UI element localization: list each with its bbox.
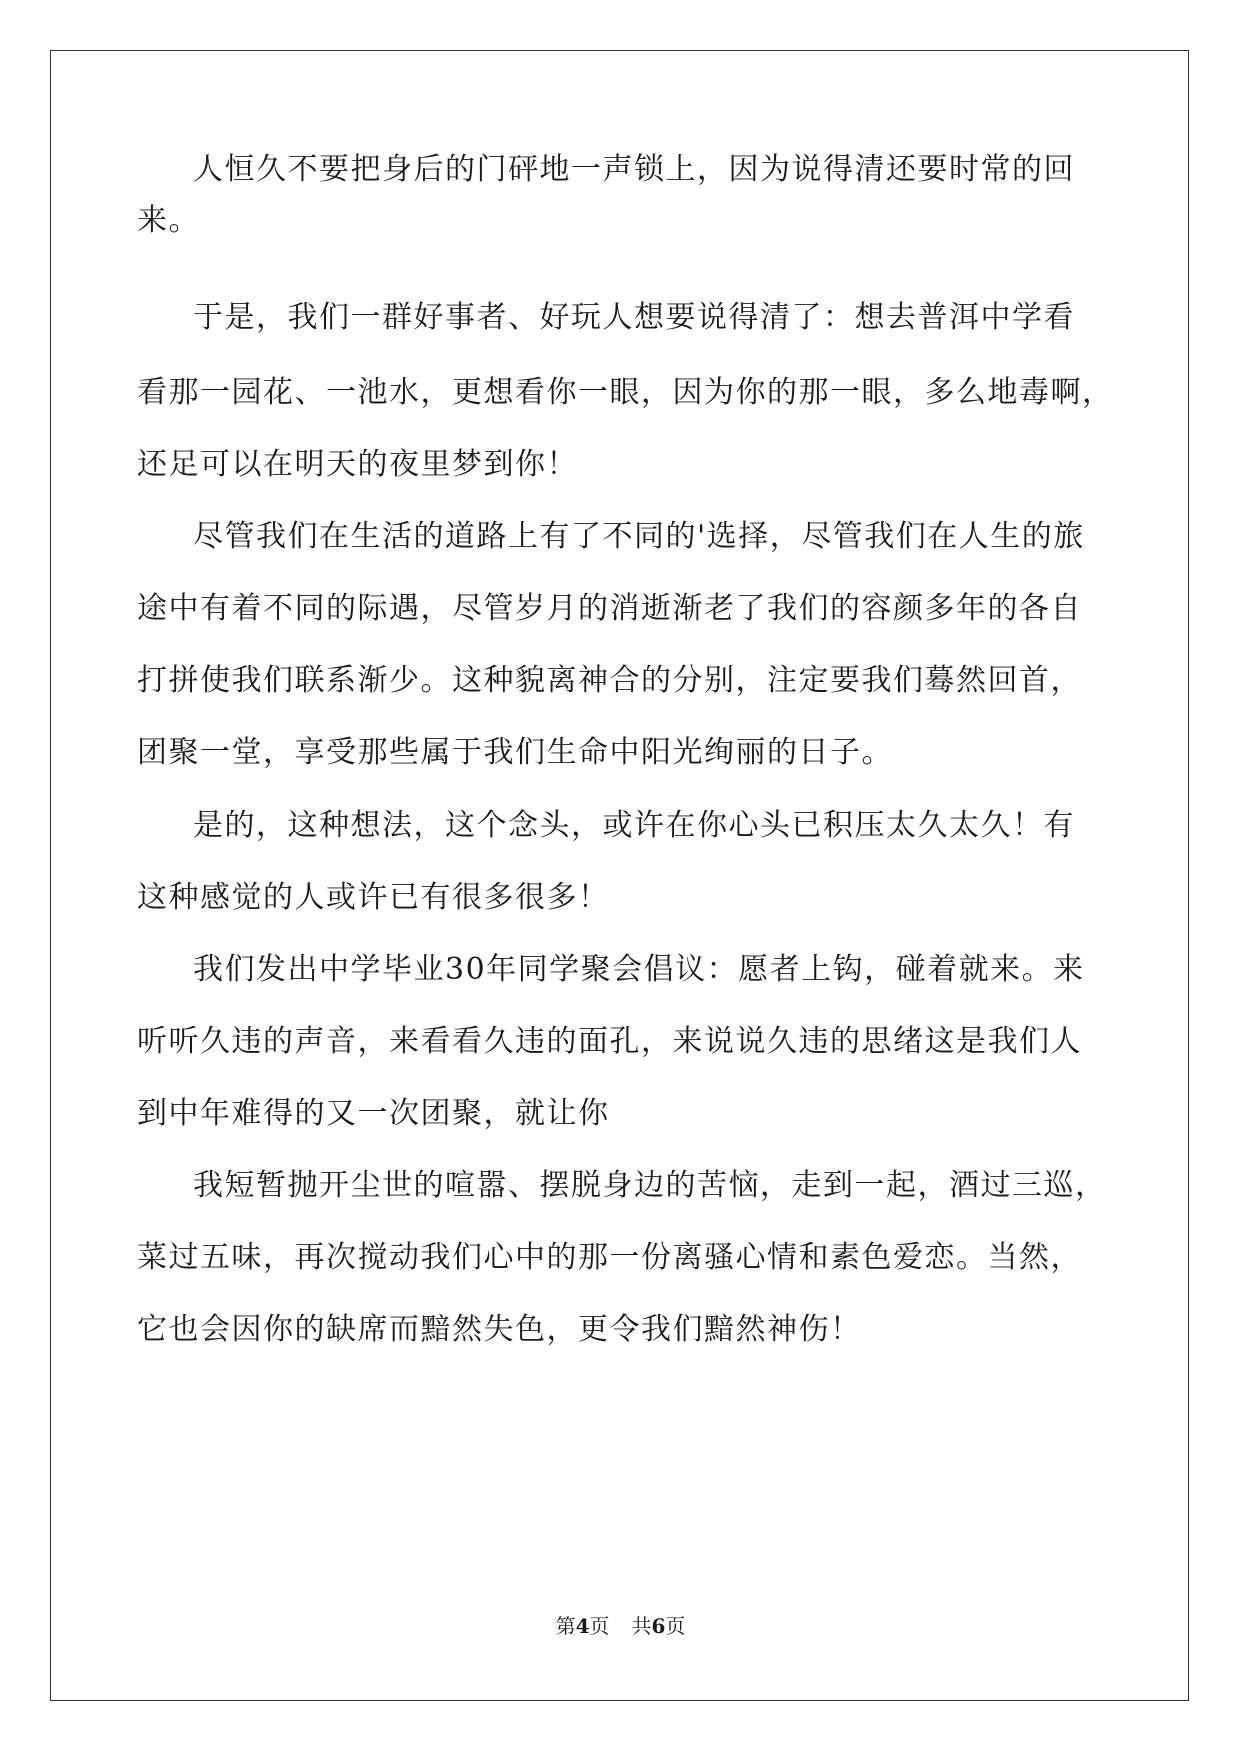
page-number-suffix: 页 (589, 1614, 610, 1638)
text-line: 是的，这种想法，这个念头，或许在你心头已积压太久太久！有 (193, 808, 1075, 843)
text-line: 到中年难得的又一次团聚，就让你 (137, 1096, 610, 1131)
text-line: 听听久违的声音，来看看久违的面孔，来说说久违的思绪这是我们人 (137, 1024, 1082, 1059)
text-line: 于是，我们一群好事者、好玩人想要说得清了：想去普洱中学看 (193, 300, 1075, 335)
text-line: 菜过五味，再次搅动我们心中的那一份离骚心情和素色爱恋。当然， (137, 1240, 1082, 1275)
text-line: 我们发出中学毕业30年同学聚会倡议：愿者上钩，碰着就来。来 (193, 952, 1085, 987)
text-line: 团聚一堂，享受那些属于我们生命中阳光绚丽的日子。 (137, 735, 893, 770)
page-number-current: 4 (575, 1614, 590, 1638)
text-line: 还足可以在明天的夜里梦到你！ (137, 447, 578, 482)
text-line: 这种感觉的人或许已有很多很多！ (137, 880, 610, 915)
text-line: 人恒久不要把身后的门砰地一声锁上，因为说得清还要时常的回 (193, 152, 1075, 187)
text-line: 来。 (137, 203, 200, 238)
text-line: 我短暂抛开尘世的喧嚣、摆脱身边的苦恼，走到一起，酒过三巡， (193, 1168, 1107, 1203)
page-footer (0, 1610, 1241, 1639)
text-line: 尽管我们在生活的道路上有了不同的'选择，尽管我们在人生的旅 (193, 519, 1085, 554)
page-total-prefix: 共 (631, 1614, 652, 1638)
page-number-prefix: 第 (555, 1614, 576, 1638)
text-line: 它也会因你的缺席而黯然失色，更令我们黯然神伤！ (137, 1312, 862, 1347)
text-line: 看那一园花、一池水，更想看你一眼，因为你的那一眼，多么地毒啊， (137, 375, 1114, 410)
page-total-suffix: 页 (665, 1614, 686, 1638)
text-line: 途中有着不同的际遇，尽管岁月的消逝渐老了我们的容颜多年的各自 (137, 591, 1082, 626)
text-line: 打拼使我们联系渐少。这种貌离神合的分别，注定要我们蓦然回首， (137, 663, 1082, 698)
page-number-total: 6 (651, 1614, 666, 1638)
